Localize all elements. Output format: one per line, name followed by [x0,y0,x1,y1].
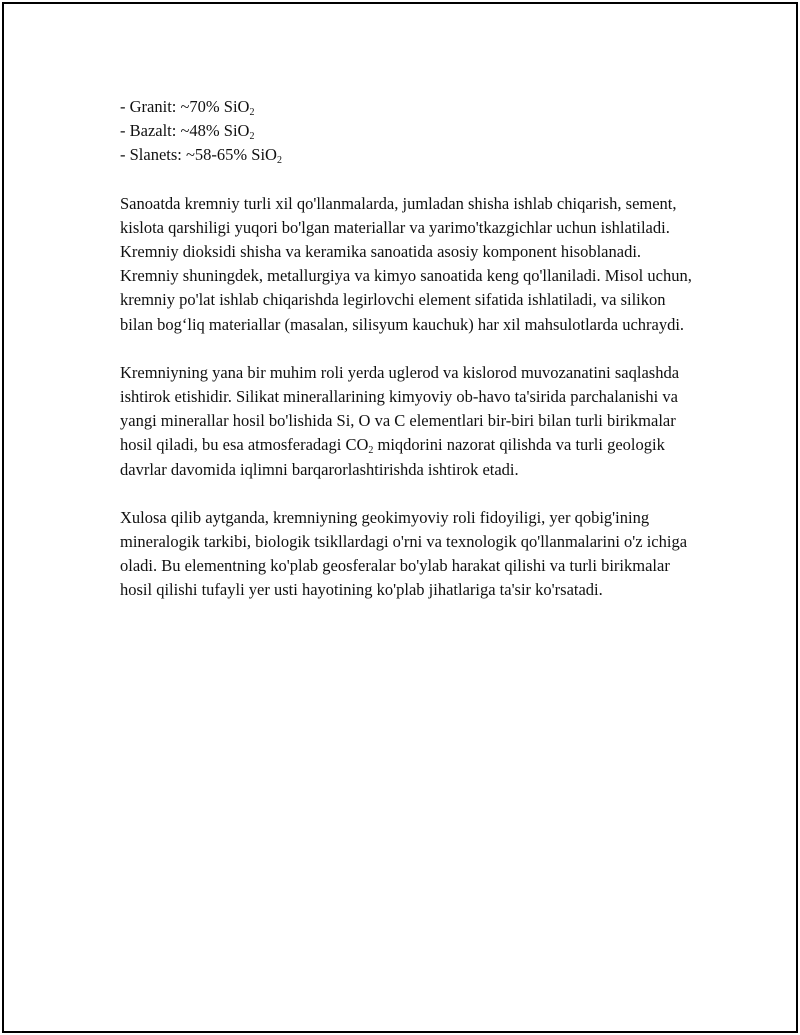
paragraph-text: Kremniyning yana bir muhim roli yerda uglerod va kislorod muvozanatini saqlashda ishtirok etishidir. Silikat minerallarining kimyoviy ob-havo ta'sirida parchalanishi va yangi minerallar hosil bo'lishida Si, O va C elementlari bir-biri bilan turli birikmalar hosil qiladi, bu esa atmosferadagi CO [120,362,680,455]
list-item-text: - Bazalt: ~48% SiO [120,121,250,141]
list-item-text: - Granit: ~70% SiO [120,97,250,116]
list-item-bazalt [120,119,694,143]
paragraph-industry: Sanoatda kremniy turli xil qo'llanmalarda, jumladan shisha ishlab chiqarish, sement, kislota qarshiligi yuqori bo'lgan materiallar va yarimo'tkazgichlar uchun ishlatiladi. Kremniy dioksidi shisha va keramika sanoatida asosiy komponent hisoblanadi. Kremniy shuningdek, metallurgiya va kimyo sanoatida keng qo'llaniladi. Misol uchun, kremniy po'lat ishlab chiqarishda legirlovchi element sifatida ishlatiladi, va silikon bilan bog‘liq materiallar (masalan, silisyum kauchuk) har xil mahsulotlarda uchraydi. [120,193,692,334]
document-body [120,95,694,603]
list-item-slanets [120,143,694,167]
subscript: 2 [249,107,255,118]
rock-silica-list [120,95,694,168]
subscript: 2 [368,445,374,457]
subscript: 2 [249,131,255,143]
paragraph-conclusion: Xulosa qilib aytganda, kremniyning geokimyoviy roli fidoyiligi, yer qobig'ining mineralogik tarkibi, biologik tsikllardagi o'rni va texnologik qo'llanmalarini o'z ichiga oladi. Bu elementning ko'plab geosferalar bo'ylab harakat qilishi va turli birikmalar hosil qilishi tufayli yer usti hayotining ko'plab jihatlariga ta'sir ko'rsatadi. [120,507,688,600]
paragraph-text: miqdorini nazorat qilishda va turli geologik davrlar davomida iqlimni barqarorlashtirishda ishtirok etadi. [120,435,665,479]
list-item-text: - Slanets: ~58-65% SiO [120,145,277,165]
page-frame [2,2,798,1033]
subscript: 2 [276,155,282,167]
list-item-granit [120,95,694,119]
paragraph-carbon-balance [120,361,694,482]
